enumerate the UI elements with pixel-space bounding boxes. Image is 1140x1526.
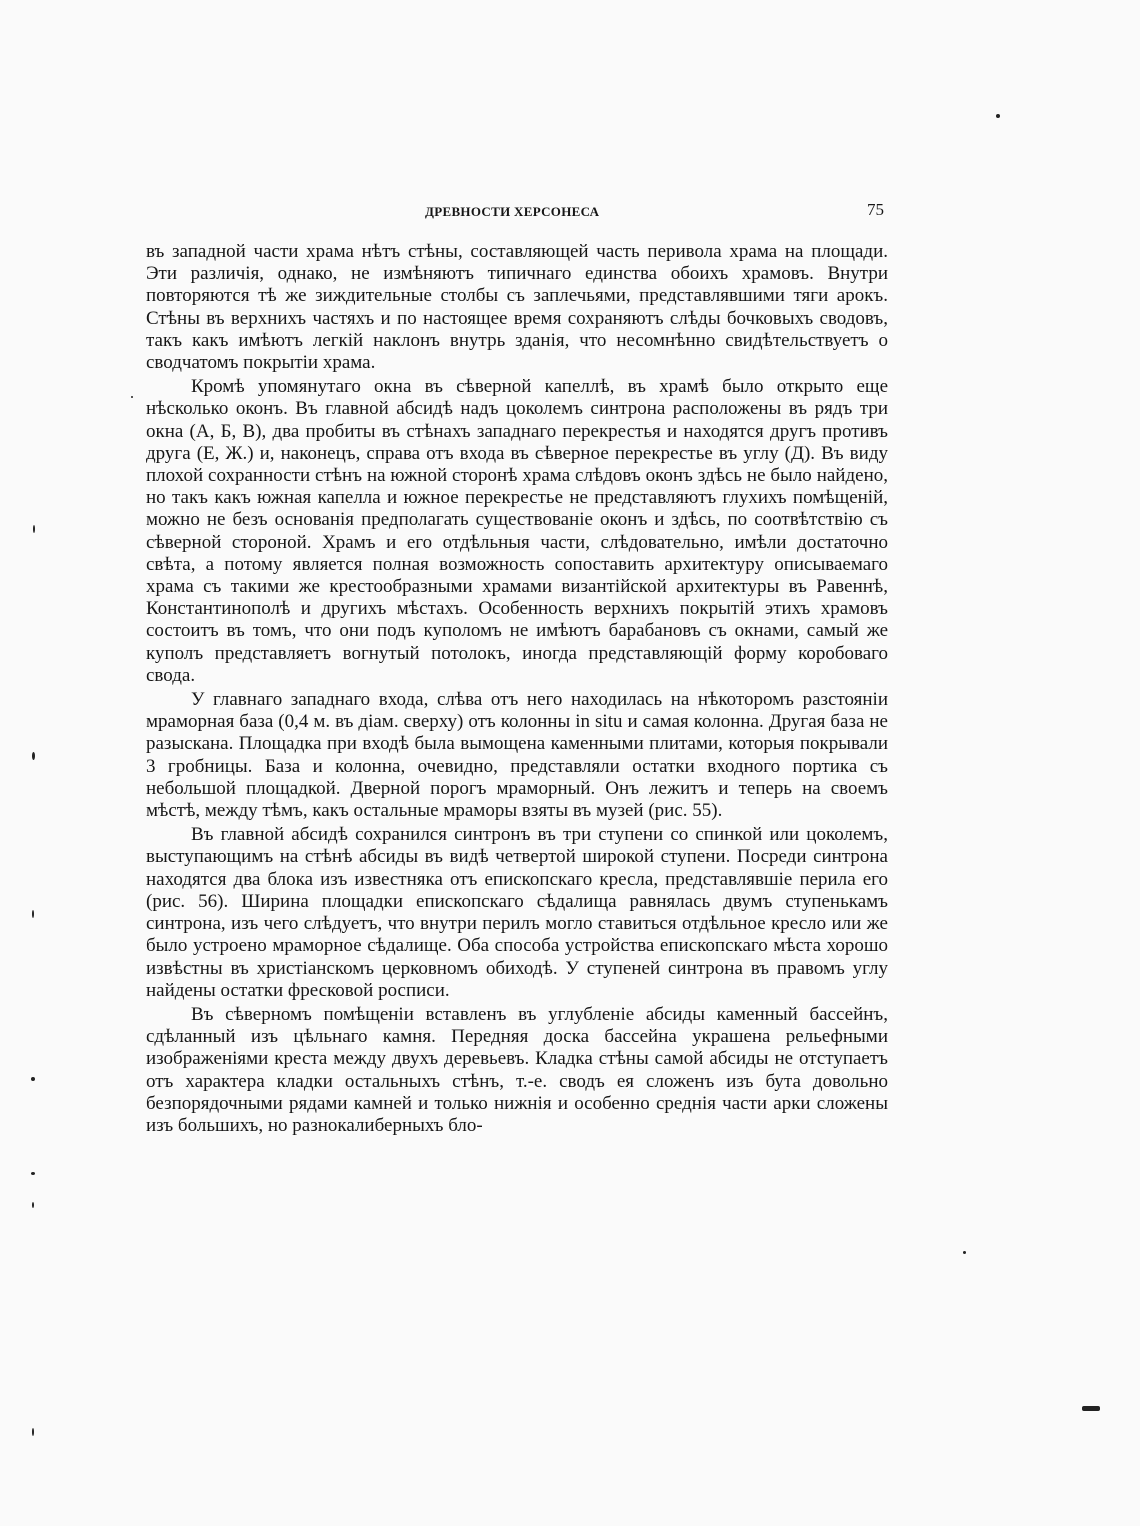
scan-speck xyxy=(32,1202,34,1208)
paragraph: Въ главной абсидѣ сохранился синтронъ въ три ступени со спинкой или цоколемъ, выступающимъ на стѣнѣ абсиды въ видѣ четвертой широкой ступени. Посреди синтрона находятся два блока изъ известняка отъ епископскаго кресла, представлявшіе перила его (рис. 56). Ширина площадки епископскаго сѣдалища равнялась двумъ ступенькамъ синтрона, изъ чего слѣдуетъ, что внутри перилъ могло ставиться отдѣльное кресло или же было устроено мраморное сѣдалище. Оба способа устройства епископскаго мѣста хорошо извѣстны въ христіанскомъ церковномъ обиходѣ. У ступеней синтрона въ правомъ углу найдены остатки фресковой росписи. xyxy=(146,824,888,1001)
paragraph: У главнаго западнаго входа, слѣва отъ него находилась на нѣкоторомъ разстояніи мраморная база (0,4 м. въ діам. сверху) отъ колонны in situ и самая колонна. Другая база не разыскана. Площадка при входѣ была вымощена каменными плитами, которыя покрывали 3 гробницы. База и колонна, очевидно, представляли остатки входного портика съ небольшой площадкой. Дверной порогъ мраморный. Онъ лежитъ и теперь на своемъ мѣстѣ, между тѣмъ, какъ остальные мраморы взяты въ музей (рис. 55). xyxy=(146,689,888,822)
scan-speck xyxy=(996,114,1000,118)
paragraph: въ западной части храма нѣтъ стѣны, составляющей часть перивола храма на площади. Эти различія, однако, не измѣняютъ типичнаго единства обоихъ храмовъ. Внутри повторяются тѣ же зиждительные столбы съ заплечьями, представлявшими тяги арокъ. Стѣны въ верхнихъ частяхъ и по настоящее время сохраняютъ слѣды бочковыхъ сводовъ, такъ какъ имѣютъ легкій наклонъ внутрь зданія, что несомнѣнно свидѣтельствуетъ о сводчатомъ покрытіи храма. xyxy=(146,241,888,374)
page-number: 75 xyxy=(867,200,884,219)
paragraph: Кромѣ упомянутаго окна въ сѣверной капеллѣ, въ храмѣ было открыто еще нѣсколько оконъ. Въ главной абсидѣ надъ цоколемъ синтрона расположены въ рядъ три окна (А, Б, В), два пробиты въ стѣнахъ западнаго перекрестья и находятся другъ противъ друга (Е, Ж.) и, наконецъ, справа отъ входа въ сѣверное перекрестье въ углу (Д). Въ виду плохой сохранности стѣнъ на южной сторонѣ храма слѣдовъ оконъ здѣсь не было найдено, но такъ какъ южная капелла и южное перекрестье не представляютъ глухихъ помѣщеній, можно не безъ основанія предполагать существованіе оконъ и здѣсь, по соотвѣтствію съ сѣверной стороной. Храмъ и его отдѣльныя части, слѣдовательно, имѣли достаточно свѣта, а потому является полная возможность сопоставить архитектуру описываемаго храма съ такими же крестообразными храмами византійской архитектуры въ Равеннѣ, Константинополѣ и другихъ мѣстахъ. Особенность верхнихъ покрытій этихъ храмовъ состоитъ въ томъ, что они подъ куполомъ не имѣютъ барабановъ съ окнами, самый же куполъ представляетъ вогнутый потолокъ, иногда представляющій форму коробоваго свода. xyxy=(146,376,888,686)
scan-speck xyxy=(32,1428,34,1436)
paragraph: Въ сѣверномъ помѣщеніи вставленъ въ углубленіе абсиды каменный бассейнъ, сдѣланный изъ цѣльнаго камня. Передняя доска бассейна украшена рельефными изображеніями креста между двухъ деревьевъ. Кладка стѣны самой абсиды не отступаетъ отъ характера кладки остальныхъ стѣнъ, т.-е. сводъ ея сложенъ изъ бута довольно безпорядочными рядами камней и только нижнія и особенно среднія части арки сложены изъ большихъ, но разнокалиберныхъ бло- xyxy=(146,1003,888,1136)
scan-speck xyxy=(963,1251,966,1254)
scan-speck xyxy=(33,525,35,533)
running-title: ДРЕВНОСТИ ХЕРСОНЕСА xyxy=(425,204,600,219)
scan-speck xyxy=(1082,1406,1100,1411)
scan-speck xyxy=(31,1077,35,1081)
scan-speck xyxy=(32,752,35,760)
page-header xyxy=(146,200,886,224)
scan-speck xyxy=(32,910,34,918)
scan-speck xyxy=(31,1172,35,1175)
body-text xyxy=(146,241,888,1137)
scan-speck xyxy=(131,396,133,398)
